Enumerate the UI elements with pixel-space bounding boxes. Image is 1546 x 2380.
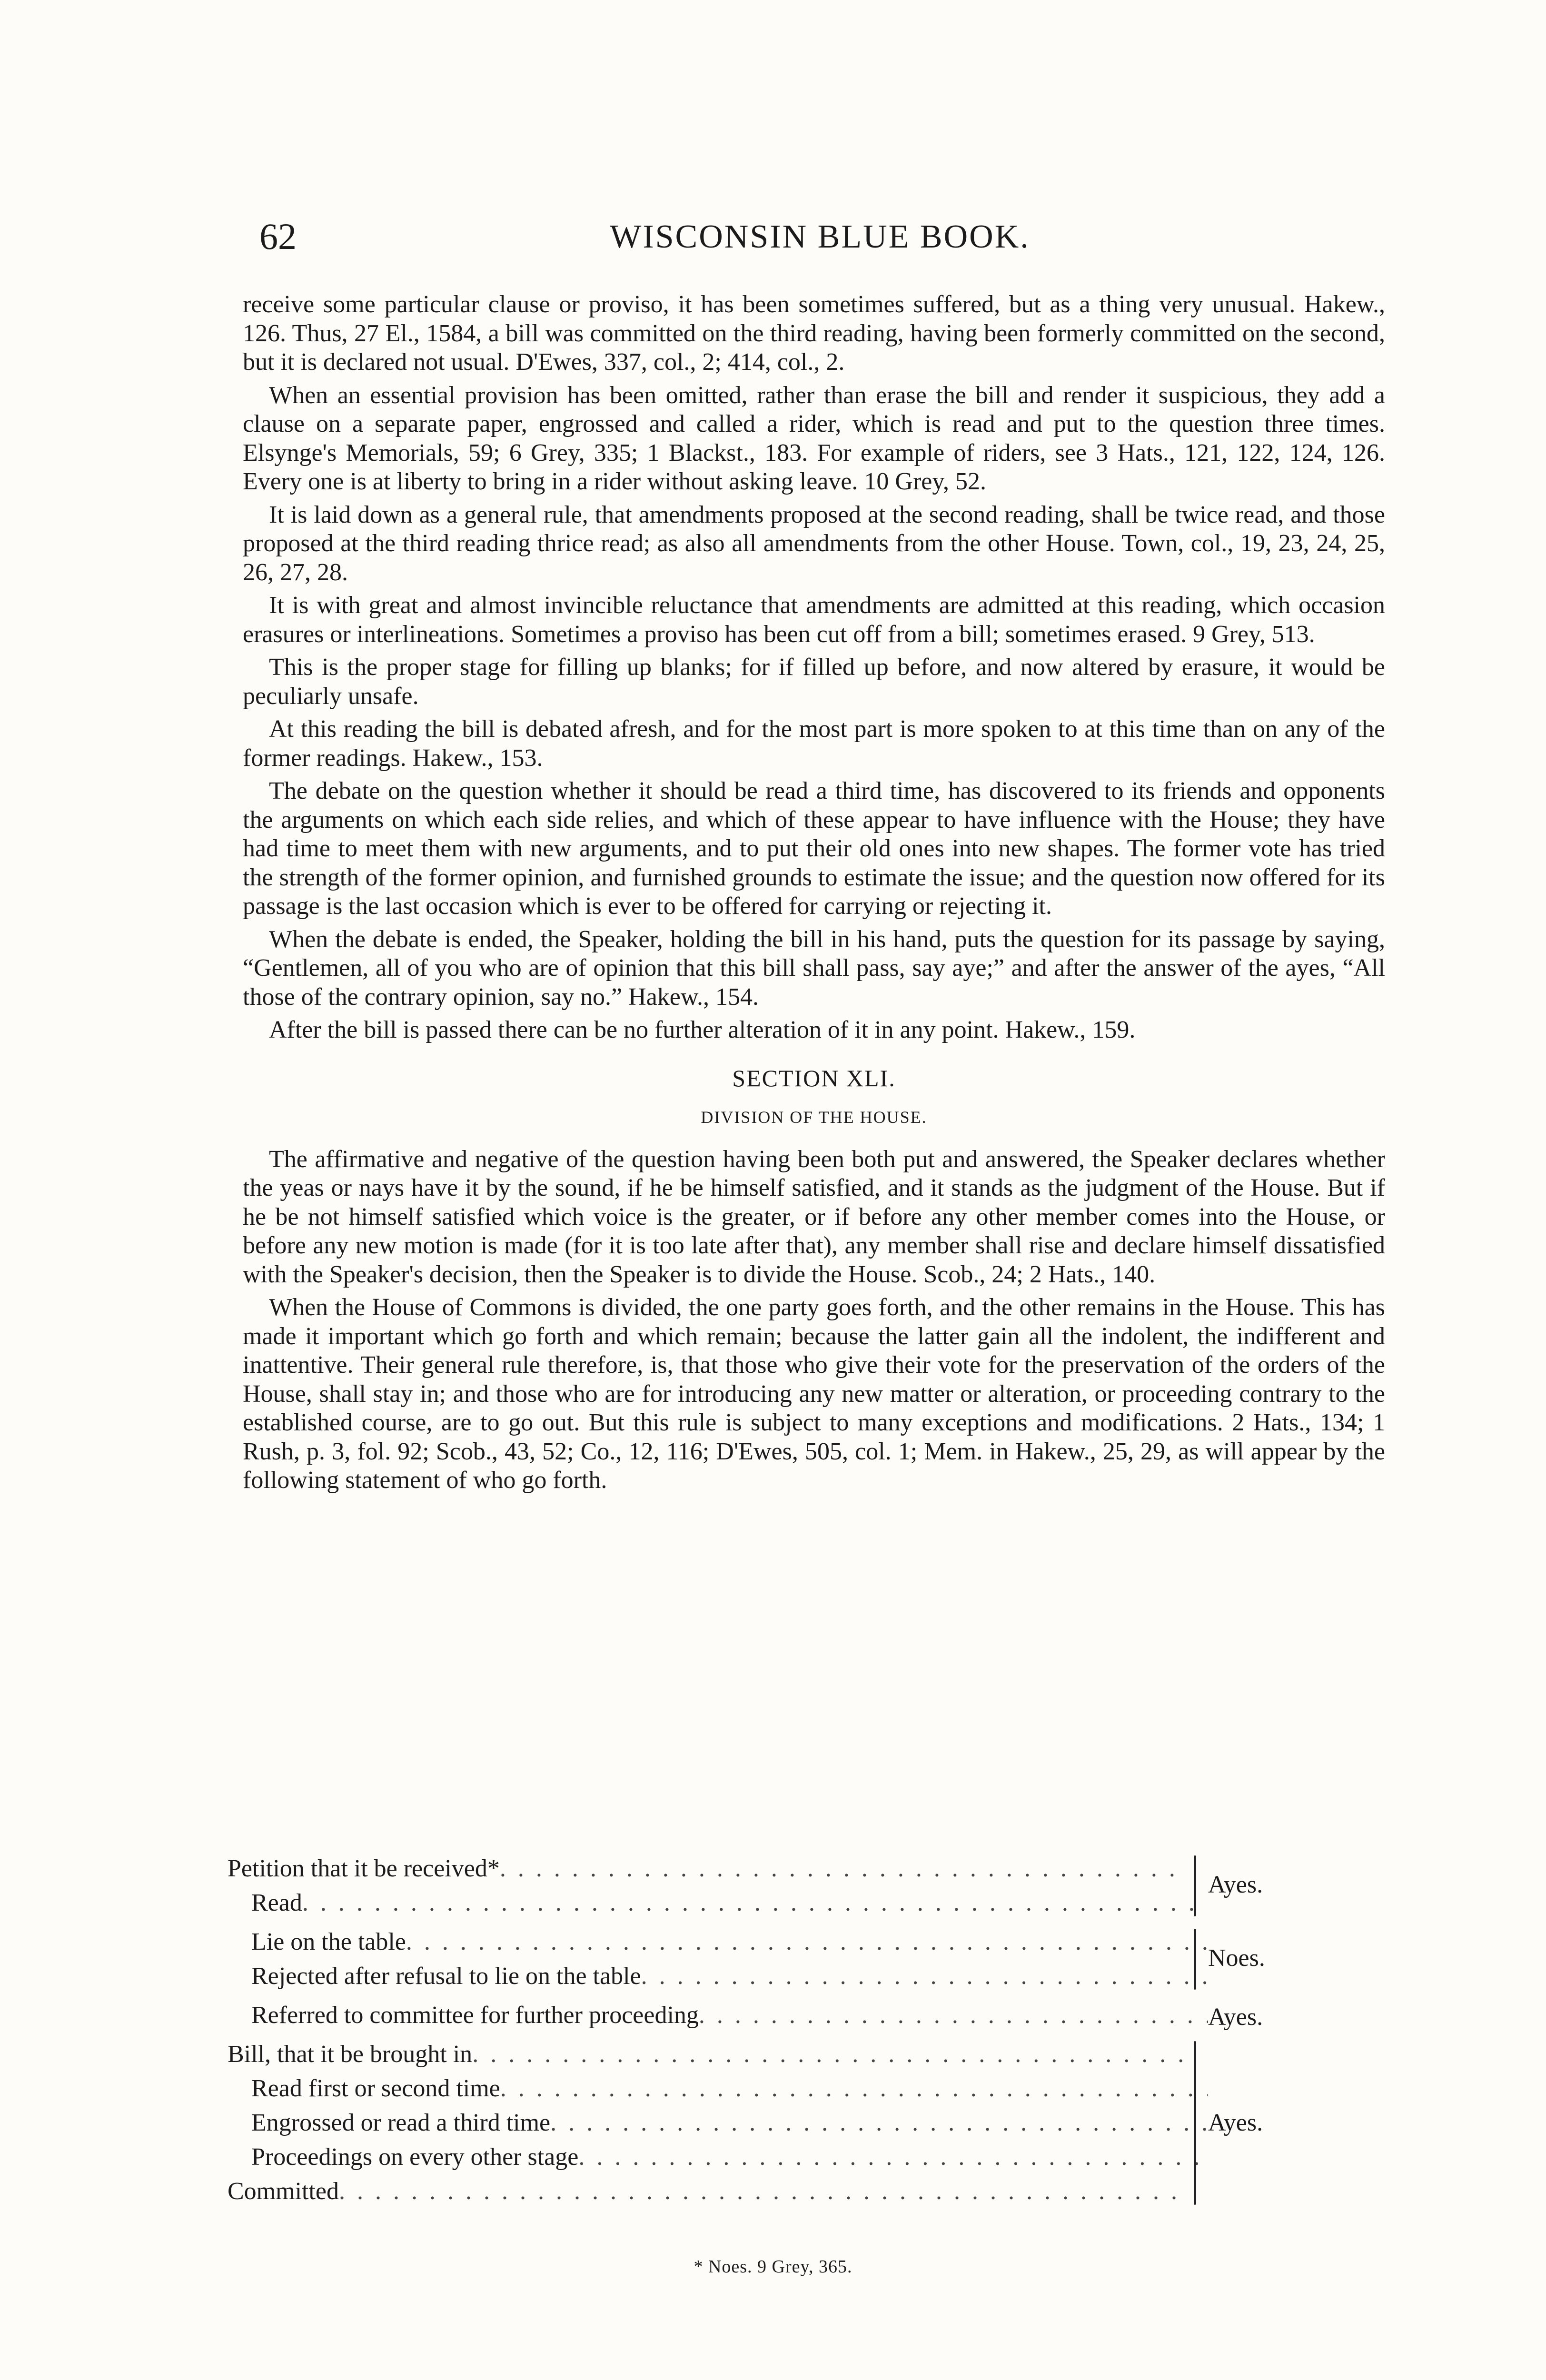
dot-leader: [339, 2174, 1184, 2209]
paragraph: When the debate is ended, the Speaker, holding the bill in his hand, puts the question for its passage by saying, “Gentlemen, all of you who are of opinion that this bill shall pass, say aye;” and after the answer of the ayes, “All those of the contrary opinion, say no.” Hakew., 154.: [243, 925, 1385, 1011]
row-label: Petition that it be received*: [228, 1855, 500, 1882]
division-group: [228, 1925, 1389, 1993]
table-row: [228, 1959, 1208, 1993]
paragraph: At this reading the bill is debated afresh, and for the most part is more spoken to at this time than on any of the former readings. Hakew., 153.: [243, 715, 1385, 772]
footnote: * Noes. 9 Grey, 365.: [694, 2257, 852, 2277]
paragraph: After the bill is passed there can be no further alteration of it in any point. Hakew., 159.: [269, 1016, 1136, 1043]
row-label: Bill, that it be brought in: [228, 2041, 473, 2068]
dot-leader: [500, 1852, 1184, 1886]
running-head: WISCONSIN BLUE BOOK.: [610, 218, 1030, 255]
division-group: [228, 2037, 1389, 2209]
paragraph: The debate on the question whether it should be read a third time, has discovered to its friends and opponents the arguments on which each side relies, and which of these appear to have influence with the House; they have had time to meet them with new arguments, and to put their old ones into new shapes. The former vote has tried the strength of the former opinion, and furnished grounds to estimate the issue; and the question now offered for its passage is the last occasion which is ever to be offered for carrying or rejecting it.: [243, 777, 1385, 920]
section-subheading: DIVISION OF THE HOUSE.: [701, 1108, 927, 1127]
row-label: Proceedings on every other stage: [251, 2143, 579, 2171]
paragraph: When the House of Commons is divided, the one party goes forth, and the other remains in the House. This has made it important which go forth and which remain; because the latter gain all the indolent, the indifferent and inattentive. Their general rule therefore, is, that those who give their vote for the preservation of the orders of the House, shall stay in; and those who are for introducing any new matter or alteration, or proceeding contrary to the established course, are to go out. But this rule is subject to many exceptions and modifications. 2 Hats., 134; 1 Rush, p. 3, fol. 92; Scob., 43, 52; Co., 12, 116; D'Ewes, 505, col. 1; Mem. in Hakew., 25, 29, as will appear by the following statement of who go forth.: [243, 1294, 1385, 1494]
paragraph: It is with great and almost invincible reluctance that amendments are admitted at this reading, which occasion erasures or interlineations. Sometimes a proviso has been cut off from a bill; sometimes erased. 9 Grey, 513.: [243, 592, 1385, 648]
paragraph: receive some particular clause or proviso, it has been sometimes suffered, but as a thing very unusual. Hakew., 126. Thus, 27 El., 1584, a bill was committed on the third reading, having been formerly committed on the second, but it is declared not usual. D'Ewes, 337, col., 2; 414, col., 2.: [243, 291, 1385, 376]
dot-leader: [472, 2037, 1184, 2072]
dot-leader: [406, 1925, 1208, 1959]
division-group: [228, 1852, 1389, 1920]
table-row: [228, 2072, 1208, 2106]
vote-ayes: Ayes.: [1208, 2003, 1263, 2031]
row-label: Read first or second time: [251, 2075, 500, 2102]
table-row: [228, 1925, 1208, 1959]
vote-ayes: Ayes.: [1208, 2109, 1263, 2136]
division-table: [228, 1852, 1389, 2213]
paragraph: It is laid down as a general rule, that amendments proposed at the second reading, shall be twice read, and those proposed at the third reading thrice read; as also all amendments from the other House. Town, col., 19, 23, 24, 25, 26, 27, 28.: [243, 501, 1385, 586]
table-row: [228, 1886, 1208, 1920]
table-row: [228, 2106, 1208, 2140]
row-label: Committed: [228, 2178, 339, 2205]
dot-leader: [302, 1886, 1208, 1920]
row-label: Engrossed or read a third time: [251, 2109, 551, 2136]
dot-leader: [699, 1998, 1208, 2033]
division-group: [228, 1998, 1389, 2033]
row-label: Lie on the table: [251, 1928, 406, 1955]
table-row: [228, 2140, 1208, 2174]
table-row: [228, 2174, 1184, 2209]
table-row: [228, 1998, 1208, 2033]
page-number: 62: [259, 216, 297, 257]
paragraph: This is the proper stage for filling up blanks; for if filled up before, and now altered by erasure, it would be peculiarly unsafe.: [243, 654, 1385, 710]
brace: [1194, 1929, 1196, 1990]
dot-leader: [578, 2140, 1208, 2174]
paragraph: The affirmative and negative of the question having been both put and answered, the Speaker declares whether the yeas or nays have it by the sound, if he be himself satisfied, and it stands as the judgment of the House. But if he be not himself satisfied which voice is the greater, or if before any other member comes into the House, or before any new motion is made (for it is too late after that), any member shall rise and declare himself dissatisfied with the Speaker's decision, then the Speaker is to divide the House. Scob., 24; 2 Hats., 140.: [243, 1145, 1385, 1288]
table-row: [228, 2037, 1184, 2072]
table-row: [228, 1852, 1184, 1886]
paragraph: When an essential provision has been omitted, rather than erase the bill and render it suspicious, they add a clause on a separate paper, engrossed and called a rider, which is read and put to the question three times. Elsynge's Memorials, 59; 6 Grey, 335; 1 Blackst., 183. For example of riders, see 3 Hats., 121, 122, 124, 126. Every one is at liberty to bring in a rider without asking leave. 10 Grey, 52.: [243, 381, 1385, 495]
section-heading: SECTION XLI.: [732, 1064, 896, 1091]
brace: [1194, 1855, 1196, 1916]
body-text: [243, 290, 1385, 1499]
page-header: [259, 215, 1380, 272]
row-label: Rejected after refusal to lie on the table: [251, 1963, 641, 1990]
row-label: Referred to committee for further proceeding: [251, 2002, 699, 2029]
dot-leader: [641, 1959, 1208, 1993]
dot-leader: [500, 2072, 1208, 2106]
dot-leader: [550, 2106, 1208, 2140]
row-label: Read: [251, 1889, 302, 1916]
vote-noes: Noes.: [1208, 1944, 1265, 1972]
brace: [1194, 2041, 1196, 2205]
vote-ayes: Ayes.: [1208, 1871, 1263, 1898]
